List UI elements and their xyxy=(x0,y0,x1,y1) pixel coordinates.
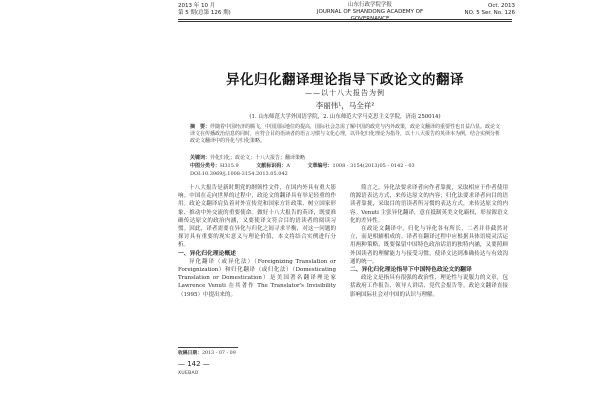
keywords-label: 关键词： xyxy=(190,155,211,161)
page-number: — 142 — xyxy=(178,360,210,368)
abstract-label: 摘 要： xyxy=(190,124,211,130)
journal-footer: XUEBAO xyxy=(178,371,199,376)
header-series-number: NO. 5 Ser. No. 126 xyxy=(464,10,515,16)
header-issue-info-en xyxy=(445,3,515,17)
header-issue-info xyxy=(178,3,288,17)
classification-line xyxy=(190,163,502,170)
abstract-text: 伴随着中国经济的腾飞，中国国际地位的提高，国际社会急需了解中国的政党与内外政策，政论文翻译的重要性也日益凸显。政论文译文在传播政治信息的同时，应符合目的语读者的语言习惯与文化心理，以异化归化理论为指导，以十八大报告的英译本为例，结合实例分析政论文翻译中的异化与归化策略。 xyxy=(190,124,501,145)
header-rule-secondary xyxy=(178,21,512,22)
clc-label: 中图分类号： xyxy=(190,163,221,169)
body-column-right xyxy=(350,184,508,299)
received-date-label: 收稿日期： xyxy=(178,351,202,356)
header-rule xyxy=(178,19,512,20)
doc-code-label: 文献标识码： xyxy=(256,163,287,169)
header-date: 2013 年 10 月 xyxy=(178,3,216,9)
header-issue-number: 第 5 期(总第 126 期) xyxy=(178,10,231,16)
keywords xyxy=(190,155,502,162)
header-journal-name-en: JOURNAL OF SHANDONG ACADEMY OF GOVERNANCE xyxy=(316,9,424,22)
body-paragraph: 政论文是指具有很强的政治性、理论性与说服力的文章，包括政府工作报告、领导人讲话、党代会报告等。政论文翻译直接影响国际社会对中国的认识与理解。 xyxy=(350,275,508,298)
footnote-rule xyxy=(178,347,238,348)
article-number-value: 1008 - 3154(2013)05 - 0142 - 03 xyxy=(332,163,415,169)
body-paragraph: 十八大报告是新时期党的纲领性文件，在国内外具有重大影响。中国在走向世界的过程中，政论文的翻译具有举足轻重的作用。政论文翻译肩负着对外宣传党和国家方针政策、树立国家形象、推动中外交流的重要使命。做好十八大报告的英译，既要准确传达原文的政治内涵，又要使译文符合目的语读者的阅读习惯。因此，译者需要在异化与归化之间寻求平衡，对这一问题的探讨具有重要的现实意义与理论价值，本文将结合实例进行分析。 xyxy=(178,185,336,249)
body-paragraph: 异化翻译（或异化法）（Foreignizing Translation or Foreignization）和归化翻译（或归化法）（Domesticating Translation or Domestication）是美国著名翻译理论家 Lawrence Venuti 在其著作 The Translator's Invisibility（1995）中提出来的。 xyxy=(178,258,336,298)
article-affiliation: (1. 山东师范大学外国语学院，2. 山东师范大学马克思主义学院，济南 250014) xyxy=(249,114,441,120)
received-date: 2013 - 07 - 09 xyxy=(202,351,236,356)
article-authors: 李丽伟¹，马全祥² xyxy=(315,101,375,110)
header-journal-name-cn: 山东行政学院学报 xyxy=(347,2,392,8)
article-subtitle: ——以十八大报告为例 xyxy=(305,89,385,97)
body-column-left xyxy=(178,184,336,299)
article-number-label: 文章编号： xyxy=(307,163,333,169)
doi: DOI:10.3969/j.1008-3154.2013.05.042 xyxy=(190,171,288,177)
clc-value: H315.9 xyxy=(220,163,239,169)
abstract xyxy=(190,124,502,146)
section-heading: 二、异化归化理论指导下中国特色政论文的翻译 xyxy=(350,267,472,274)
section-heading: 一、异化归化理论概述 xyxy=(178,250,236,257)
header-date-en: Oct. 2013 xyxy=(487,3,515,9)
doc-code-value: A xyxy=(286,163,290,169)
keywords-text: 异化归化；政论文；十八大报告；翻译策略 xyxy=(210,155,306,161)
body-paragraph: 在政论文翻译中，归化与异化各有所长，二者并非截然对立，而是相辅相成的。译者在翻译过程中应根据具体语境灵活运用两种策略，既要保留中国特色政治话语的独特内涵，又要照顾外国读者的理解能力与接受习惯，使译文达到准确传达与有效沟通的统一。 xyxy=(350,226,508,265)
article-title: 异化归化翻译理论指导下政论文的翻译 xyxy=(226,72,464,88)
footnote xyxy=(178,349,338,356)
body-paragraph: 简言之，异化法要求译者向作者靠拢，采取相应于作者使用的源语表达方式，来传达原文的内容；归化法要求译者向目的语读者靠拢，采取目的语读者所习惯的表达方式，来传达原文的内容。Venuti 主张异化翻译，意在抵制英美文化霸权，彰显源语文化的差异性。 xyxy=(350,185,508,224)
